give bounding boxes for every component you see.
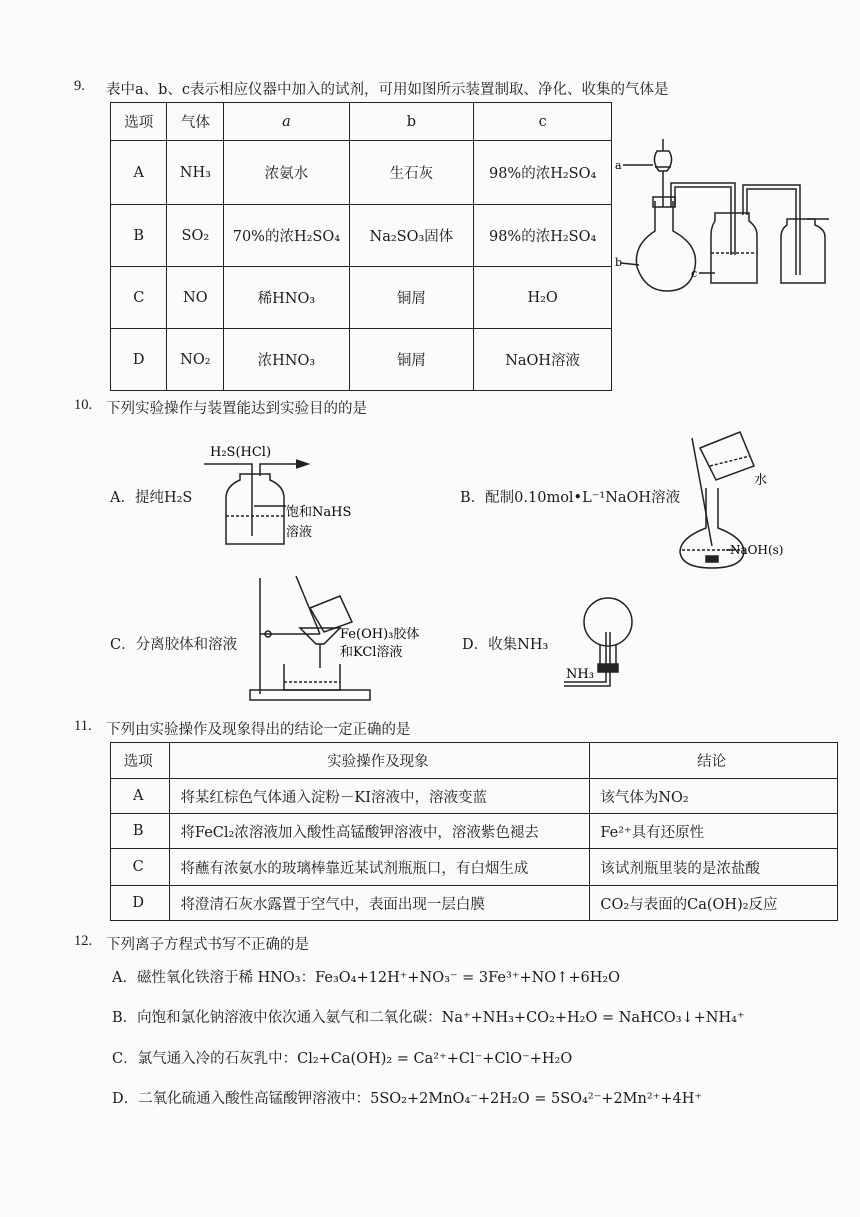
cell: Fe²⁺具有还原性 [590, 814, 838, 849]
q9-apparatus-figure [615, 135, 840, 295]
cell: A [111, 141, 167, 205]
q11-header-conclusion: 结论 [590, 743, 838, 779]
q11-header-option: 选项 [111, 743, 170, 779]
q9-header-b: b [349, 103, 474, 141]
cell: B [111, 814, 170, 849]
table-row [111, 267, 612, 329]
q12-option-b: B．向饱和氯化钠溶液中依次通入氨气和二氧化碳：Na⁺+NH₃+CO₂+H₂O = NaHCO₃↓+NH₄⁺ [112, 1010, 745, 1026]
table-row [111, 849, 838, 886]
table-row [111, 814, 838, 849]
q10-b-figure [670, 428, 800, 578]
q10-c-figure [240, 568, 430, 708]
cell: C [111, 267, 167, 329]
q9-stem: 表中a、b、c表示相应仪器中加入的试剂，可用如图所示装置制取、净化、收集的气体是 [106, 82, 669, 98]
q10-number: 10. [74, 397, 93, 413]
label-b: b [615, 256, 623, 269]
q10-a-gas-label: H₂S(HCl) [210, 445, 272, 460]
label-c: c [691, 267, 698, 280]
cell: NO [167, 267, 224, 329]
q9-table [110, 102, 612, 391]
cell: A [111, 779, 170, 814]
cell: Na₂SO₃固体 [349, 205, 474, 267]
cell: NaOH溶液 [474, 329, 612, 391]
q10-option-b: B．配制0.10mol•L⁻¹NaOH溶液 [460, 490, 681, 506]
cell: 铜屑 [349, 329, 474, 391]
cell: 浓HNO₃ [224, 329, 349, 391]
label-a: a [615, 159, 622, 172]
q9-header-c: c [474, 103, 612, 141]
q10-d-gas-label: NH₃ [566, 667, 594, 682]
q12-option-c: C．氯气通入冷的石灰乳中：Cl₂+Ca(OH)₂ = Ca²⁺+Cl⁻+ClO⁻+H₂O [112, 1051, 573, 1067]
q10-b-water-label: 水 [754, 473, 768, 488]
q10-a-figure [196, 436, 386, 556]
q10-b-solid-label: NaOH(s) [730, 543, 784, 557]
cell: 将FeCl₂浓溶液加入酸性高锰酸钾溶液中，溶液紫色褪去 [170, 814, 590, 849]
q11-number: 11. [74, 718, 92, 734]
q11-header-operation: 实验操作及现象 [170, 743, 590, 779]
cell: 将澄清石灰水露置于空气中，表面出现一层白膜 [170, 886, 590, 921]
q12-option-d: D．二氧化硫通入酸性高锰酸钾溶液中：5SO₂+2MnO₄⁻+2H₂O = 5SO₄²⁻+2Mn²⁺+4H⁺ [112, 1091, 703, 1107]
cell: NH₃ [167, 141, 224, 205]
cell: 稀HNO₃ [224, 267, 349, 329]
table-row [111, 141, 612, 205]
q10-a-solution-label: 饱和NaHS [286, 505, 352, 520]
cell: 将某红棕色气体通入淀粉－KI溶液中，溶液变蓝 [170, 779, 590, 814]
q12-stem: 下列离子方程式书写不正确的是 [106, 937, 309, 953]
q10-option-c: C．分离胶体和溶液 [110, 637, 238, 653]
table-row [111, 886, 838, 921]
cell: NO₂ [167, 329, 224, 391]
q9-header-gas: 气体 [167, 103, 224, 141]
q12-number: 12. [74, 933, 93, 949]
q12-option-a: A．磁性氧化铁溶于稀 HNO₃：Fe₃O₄+12H⁺+NO₃⁻ = 3Fe³⁺+NO↑+6H₂O [112, 970, 621, 986]
cell: 该试剂瓶里装的是浓盐酸 [590, 849, 838, 886]
q10-option-d: D．收集NH₃ [462, 637, 549, 653]
cell: 浓氨水 [224, 141, 349, 205]
q10-option-a: A．提纯H₂S [110, 490, 193, 506]
cell: C [111, 849, 170, 886]
q10-c-kcl-label: 和KCl溶液 [340, 645, 403, 660]
q10-stem: 下列实验操作与装置能达到实验目的的是 [106, 401, 367, 417]
cell: SO₂ [167, 205, 224, 267]
cell: H₂O [474, 267, 612, 329]
q10-a-solution-label-2: 溶液 [286, 525, 313, 540]
q9-header-option: 选项 [111, 103, 167, 141]
table-row [111, 779, 838, 814]
cell: CO₂与表面的Ca(OH)₂反应 [590, 886, 838, 921]
table-row [111, 329, 612, 391]
cell: D [111, 329, 167, 391]
cell: B [111, 205, 167, 267]
cell: 70%的浓H₂SO₄ [224, 205, 349, 267]
cell: 该气体为NO₂ [590, 779, 838, 814]
cell: 铜屑 [349, 267, 474, 329]
q11-table [110, 742, 838, 921]
cell: 将蘸有浓氨水的玻璃棒靠近某试剂瓶瓶口，有白烟生成 [170, 849, 590, 886]
cell: 生石灰 [349, 141, 474, 205]
q10-d-figure [560, 592, 660, 692]
cell: 98%的浓H₂SO₄ [474, 141, 612, 205]
cell: 98%的浓H₂SO₄ [474, 205, 612, 267]
q11-stem: 下列由实验操作及现象得出的结论一定正确的是 [106, 722, 411, 738]
table-row [111, 205, 612, 267]
q9-number: 9. [74, 78, 85, 94]
q9-header-a: a [224, 103, 349, 141]
q10-c-colloid-label: Fe(OH)₃胶体 [340, 627, 420, 642]
cell: D [111, 886, 170, 921]
